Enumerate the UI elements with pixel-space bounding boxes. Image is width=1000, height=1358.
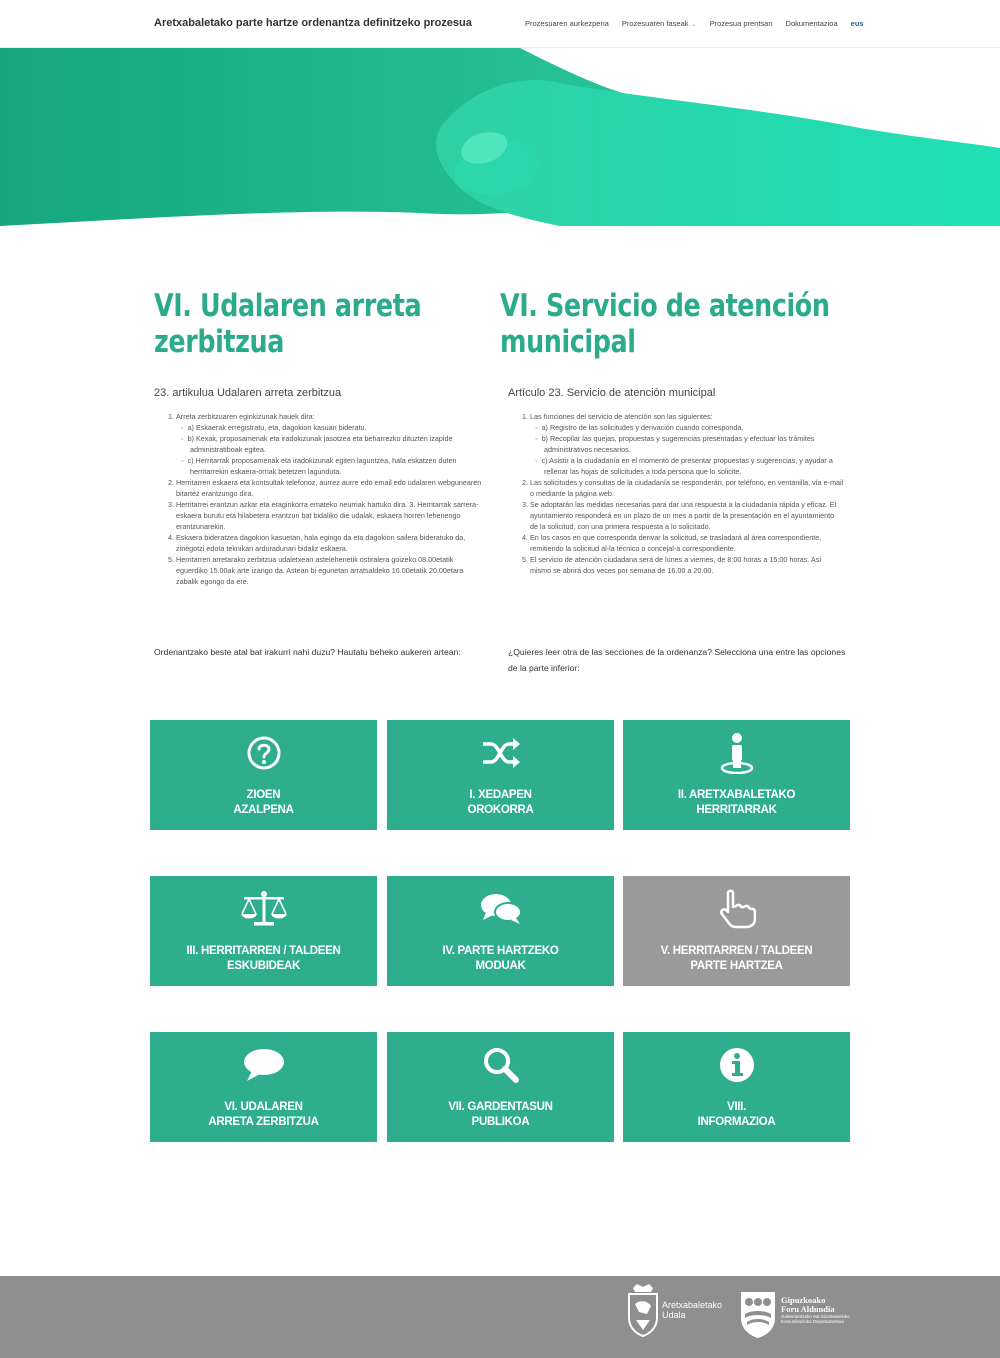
info-icon [623,1044,850,1086]
list-item [176,411,484,477]
list-item: 5. Herritarren arretarako zerbitzua udaletxean astelehenetik ostiralera goizeko 08.00etatik eguerdiko 15.00ak arte izango da. Astean bi egunetan arratsaldeko 16.00etatik 20.00etara zabalik egongo da ere. [176,554,484,587]
tile-label-line2: MODUAK [475,960,526,972]
list-item: 4. En los casos en que corresponda derivar la solicitud, se trasladará al área correspondiente, remitiendo la solicitud al-la técnico o concejal-a correspondiente. [530,532,844,554]
nav-item-phases-label: Prozesuaren faseak [621,19,689,28]
footer-logo1-line2: Udala [662,1310,686,1320]
list-item: 5. El servicio de atención ciudadana será de lunes a viernes, de 8:00 horas a 15:00 horas. Así mismo se abrirá dos veces por semana de 16.00 a 20.00. [530,554,844,576]
tile-label-line1: II. ARETXABALETAKO [677,789,796,801]
nav-item-presentation[interactable]: Prozesuaren aurkezpena [525,19,609,28]
footer-logo2-line2: Foru Aldundia [781,1304,835,1314]
balance-scale-icon [150,888,377,930]
shield-icon [739,1290,777,1340]
tile-label-line1: VI. UDALAREN [224,1101,303,1113]
section-prompt-eu: Ordenantzako beste atal bat irakurri nahi duzu? Hautatu beheko aukeren artean: [154,647,461,657]
tile-label-line1: III. HERRITARREN / TALDEEN [186,945,341,957]
person-pin-icon [623,732,850,774]
handshake-illustration [0,48,1000,226]
hero-handshake-image [0,48,1000,226]
tile-label-line1: ZIOEN [246,789,281,801]
shuffle-icon [387,732,614,774]
tile-label-line2: PUBLIKOA [471,1116,530,1128]
tile-label-line2: ESKUBIDEAK [226,960,301,972]
nav-item-phases[interactable] [622,19,697,28]
list-item: 4. Eskaera bideratzea dagokion kasuetan, hala egingo da eta dagokion sailera bideratuko da, zinegotzi edota teknikari arduradunari bidaliz eskaera. [176,532,484,554]
tile-label-line2: OROKORRA [467,804,534,816]
list-item: 2. Las solicitudes y consultas de la ciudadanía se responderán, por teléfono, en ventanilla, vía e-mail o mediante la página web. [530,477,844,499]
speech-bubble-icon [150,1044,377,1086]
page-title-es: VI. Servicio de atención municipal [500,288,830,360]
tile-zioen-azalpena[interactable] [150,720,377,830]
article-title-eu: 23. artikulua Udalaren arreta zerbitzua [154,387,342,399]
list-item: ◦ b) Kexak, proposamenak eta iradokizunak jasotzea eta beharrezko dituzten izapide administratiboak egitea. [190,433,484,455]
article-body-eu [154,411,484,587]
language-switch[interactable]: eus [850,19,864,28]
chat-bubbles-icon [387,888,614,930]
nav-item-press[interactable]: Prozesua prentsan [709,19,773,28]
site-footer [0,1276,1000,1358]
footer-logo2-line1: Gipuzkoako [781,1295,826,1305]
pointer-hand-icon [623,888,850,930]
tile-udalaren-arreta-zerbitzua[interactable] [150,1032,377,1142]
section-prompt-es: ¿Quieres leer otra de las secciones de la ordenanza? Selecciona una entre las opciones de la parte inferior: [508,647,846,673]
page-title-eu: VI. Udalaren arreta zerbitzua [154,288,422,360]
tile-label-line1: IV. PARTE HARTZEKO [442,945,559,957]
tile-gardentasun-publikoa[interactable] [387,1032,614,1142]
list-item: 2. Herritarren eskaera eta kontsultak telefonoz, aurrez aurre edo email edo udalaren webgunearen bitartez erantzungo dira. [176,477,484,499]
list-item: ◦ a) Eskaerak erregistratu, eta, dagokion kasuan bideratu. [190,422,484,433]
footer-logo2-line4: Komunikazioko Departamentua [781,1319,844,1324]
tile-herritarren-parte-hartzea[interactable] [623,876,850,986]
site-title[interactable]: Aretxabaletako parte hartze ordenantza definitzeko prozesua [154,17,472,29]
list-item: 3. Se adoptarán las medidas necesarias para dar una respuesta a la ciudadanía rápida y eficaz. El ayuntamiento responderá en un plazo de un mes a partir de la presentación en el ayuntamiento de la solicitud, con una primera respuesta a lo solicitado. [530,499,844,532]
tile-parte-hartzeko-moduak[interactable] [387,876,614,986]
main-nav [525,19,864,28]
tile-label-line1: VIII. [727,1101,746,1113]
site-header [0,0,1000,48]
list-item: 3. Herritarrei erantzun azkar eta eraginkorra emateko neurriak hartuko dira. 3. Herritarrak sarrera-eskaera burutu eta hilabetera erantzun bat bidaliko die udalak, eskaera horren lehenengo erantzunarekin. [176,499,484,532]
tile-label-line2: AZALPENA [233,804,294,816]
tile-aretxabaletako-herritarrak[interactable] [623,720,850,830]
tile-label-line1: V. HERRITARREN / TALDEEN [660,945,813,957]
footer-logo2-line3: Gobernantzako eta Gizartearekiko [781,1314,850,1319]
list-item: ◦ a) Registro de las solicitudes y derivación cuando corresponda. [544,422,844,433]
tile-label-line2: HERRITARRAK [696,804,777,816]
tile-label-line2: PARTE HARTZEA [690,960,783,972]
magnifier-icon [387,1044,614,1086]
tile-herritarren-eskubideak[interactable] [150,876,377,986]
list-item [530,411,844,477]
tile-label-line2: INFORMAZIOA [697,1116,776,1128]
tile-label-line1: VII. GARDENTASUN [448,1101,553,1113]
tile-label-line2: ARRETA ZERBITZUA [208,1116,319,1128]
nav-item-documentation[interactable]: Dokumentazioa [785,19,838,28]
list-item-text: Las funciones del servicio de atención son las siguientes: [530,412,713,421]
question-icon [150,732,377,774]
tile-label-line1: I. XEDAPEN [469,789,532,801]
list-item: ◦ c) Asistir a la ciudadanía en el momento de presentar propuestas y sugerencias, y ayudar a rellenar las hojas de solicitudes a toda persona que lo solicite. [544,455,844,477]
article-body-es [508,411,844,576]
list-item: ◦ c) Herritarrak proposamenak eta iradokizunak egiten laguntzea, hala eskatzen duten herritarrekin eskaera-orriak betetzen lagunduta. [190,455,484,477]
chevron-down-icon: ⌄ [691,22,697,28]
list-item-text: Arreta zerbitzuaren eginkizunak hauek dira: [176,412,315,421]
coat-of-arms-icon [627,1284,659,1338]
tile-informazioa[interactable] [623,1032,850,1142]
list-item: ◦ b) Recopilar las quejas, propuestas y sugerencias presentadas y efectuar los trámites administrativos necesarios. [544,433,844,455]
article-title-es: Artículo 23. Servicio de atención municipal [508,387,716,399]
footer-logo1-line1: Aretxabaletako [662,1300,723,1310]
tile-xedapen-orokorra[interactable] [387,720,614,830]
